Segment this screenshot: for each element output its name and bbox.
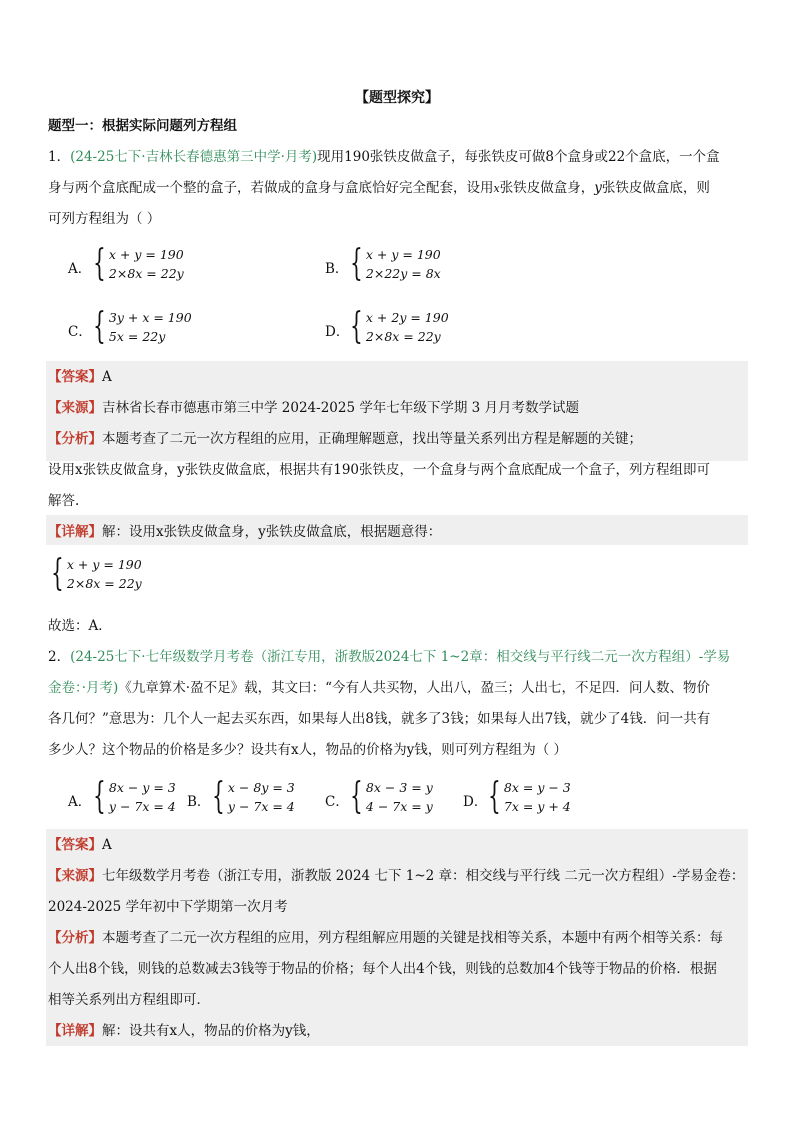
q2-stem-line2: 各几何？”意思为：几个人一起去买东西，如果每人出8钱，就多了3钱；如果每人出7钱，就少了4钱．问一共有 xyxy=(48,711,711,727)
detail-tag: 【详解】 xyxy=(48,524,102,540)
q2-source-text1: 七年级数学月考卷（浙江专用，浙教版 2024 七下 1~2 章：相交线与平行线 二元一次方程组）-学易金卷： xyxy=(102,868,745,884)
q1-c-eq2: 5x = 22y xyxy=(108,329,166,344)
q1-stem-line3: 可列方程组为（ ） xyxy=(48,211,161,227)
q2-option-c-label: C． xyxy=(325,794,349,810)
source-tag: 【来源】 xyxy=(48,868,102,884)
q1-source-line xyxy=(48,398,579,418)
q2-d-eq2: 7x = y + 4 xyxy=(503,799,571,814)
q1-detail-line1 xyxy=(48,522,441,542)
analysis-tag: 【分析】 xyxy=(48,930,102,946)
q2-c-eq1: 8x − 3 = y xyxy=(365,780,433,795)
q1-d-eq1: x + 2y = 190 xyxy=(365,310,449,325)
q2-d-eq1: 8x = y − 3 xyxy=(503,780,571,795)
q1-stem-line2 xyxy=(48,178,710,199)
q1-b-eq2: 2×22y = 8x xyxy=(365,266,441,281)
q1-detail-text1: 解：设用x张铁皮做盒身，y张铁皮做盒底，根据题意得： xyxy=(102,524,442,540)
q2-c-eq2: 4 − 7x = y xyxy=(365,799,433,814)
q1-b-eq1: x + y = 190 xyxy=(365,247,441,262)
q2-source2: 金卷：·月考) xyxy=(48,680,119,696)
q1-option-c-system xyxy=(88,308,192,346)
q1-stem-text1: 现用190张铁皮做盒子，每张铁皮可做8个盒身或22个盒底，一个盒 xyxy=(317,149,720,165)
q2-answer xyxy=(48,835,112,855)
q1-var-x: x xyxy=(493,182,500,195)
q2-detail-line1 xyxy=(48,1021,320,1041)
q2-stem-line1 xyxy=(48,678,710,698)
q1-analysis-line1 xyxy=(48,429,642,449)
q1-c-eq1: 3y + x = 190 xyxy=(108,310,192,325)
q1-answer-value: A xyxy=(102,369,112,385)
q1-stem-text2: 身与两个盒底配成一个整的盒子，若做成的盒身与盒底恰好完全配套，设用 xyxy=(48,180,494,196)
brace-icon: { xyxy=(212,776,225,817)
q2-stem-text1: 《九章算术·盈不足》载，其文曰：“今有人共买物，人出八，盈三；人出七，不足四．问人数、物价 xyxy=(118,680,711,696)
q1-stem-line1 xyxy=(48,147,720,167)
q2-option-a-label: A． xyxy=(68,794,92,810)
q2-source-line xyxy=(48,866,744,886)
type1-title: 题型一：根据实际问题列方程组 xyxy=(48,118,237,134)
brace-icon: { xyxy=(51,553,64,594)
q2-analysis-line1 xyxy=(48,928,723,948)
q1-option-a-label: A． xyxy=(68,261,92,277)
detail-tag: 【详解】 xyxy=(48,1023,102,1039)
q1-analysis-line3: 解答. xyxy=(48,493,80,509)
q1-stem-text2c: 张铁皮做盒底，则 xyxy=(601,180,710,196)
brace-icon: { xyxy=(93,776,106,817)
q2-b-eq2: y − 7x = 4 xyxy=(227,799,295,814)
q1-a-eq1: x + y = 190 xyxy=(108,247,184,262)
q1-source-text: 吉林省长春市德惠市第三中学 2024-2025 学年七年级下学期 3 月月考数学试题 xyxy=(102,400,580,416)
q2-source-line1 xyxy=(48,647,730,667)
q1-source: (24-25七下·吉林长春德惠第三中学·月考) xyxy=(70,149,318,165)
q1-var-y: y xyxy=(594,180,602,196)
q1-d-eq2: 2×8x = 22y xyxy=(365,329,441,344)
q1-option-c-label: C． xyxy=(68,324,92,340)
q1-option-b-system xyxy=(345,245,441,283)
q1-answer xyxy=(48,367,112,387)
q2-a-eq1: 8x − y = 3 xyxy=(108,780,176,795)
q1-choose: 故选：A． xyxy=(48,618,112,634)
q1-option-d-system xyxy=(345,308,449,346)
brace-icon: { xyxy=(488,776,501,817)
q2-option-d-system xyxy=(483,778,571,816)
q2-option-a-system xyxy=(88,778,176,816)
answer-tag: 【答案】 xyxy=(48,837,102,853)
answer-tag: 【答案】 xyxy=(48,369,102,385)
q1-analysis-line2: 设用x张铁皮做盒身，y张铁皮做盒底，根据共有190张铁皮，一个盒身与两个盒底配成一个盒子，列方程组即可 xyxy=(48,462,711,478)
q1-detail-system xyxy=(46,555,142,593)
q1-option-a-system xyxy=(88,245,184,283)
q1-stem-text2b: 张铁皮做盒身， xyxy=(499,180,595,196)
q2-option-b-label: B． xyxy=(187,794,211,810)
q2-answer-value: A xyxy=(102,837,112,853)
q2-analysis-text1: 本题考查了二元一次方程组的应用，列方程组解应用题的关键是找相等关系，本题中有两个相等关系：每 xyxy=(102,930,723,946)
q1-detail-eq1: x + y = 190 xyxy=(66,557,142,572)
q1-detail-eq2: 2×8x = 22y xyxy=(66,576,142,591)
q2-source-line2: 2024-2025 学年初中下学期第一次月考 xyxy=(48,899,288,915)
q1-a-eq2: 2×8x = 22y xyxy=(108,266,184,281)
q1-option-d-label: D． xyxy=(325,324,350,340)
q2-a-eq2: y − 7x = 4 xyxy=(108,799,176,814)
brace-icon: { xyxy=(93,306,106,347)
section-title: 【题型探究】 xyxy=(355,90,439,106)
q1-analysis-text1: 本题考查了二元一次方程组的应用，正确理解题意，找出等量关系列出方程是解题的关键； xyxy=(102,431,642,447)
brace-icon: { xyxy=(350,243,363,284)
analysis-tag: 【分析】 xyxy=(48,431,102,447)
brace-icon: { xyxy=(350,306,363,347)
q2-stem-line3: 多少人？这个物品的价格是多少？设共有x人，物品的价格为y钱，则可列方程组为（ ） xyxy=(48,742,568,758)
brace-icon: { xyxy=(350,776,363,817)
q2-option-c-system xyxy=(345,778,433,816)
brace-icon: { xyxy=(93,243,106,284)
q2-source1: (24-25七下·七年级数学月考卷（浙江专用，浙教版2024七下 1~2章：相交线与平行线二元一次方程组）-学易 xyxy=(70,649,731,665)
q2-option-d-label: D． xyxy=(463,794,488,810)
q2-option-b-system xyxy=(207,778,295,816)
source-tag: 【来源】 xyxy=(48,400,102,416)
q2-analysis-line3: 相等关系列出方程组即可． xyxy=(48,992,210,1008)
q2-detail-text1: 解：设共有x人，物品的价格为y钱， xyxy=(102,1023,320,1039)
q2-b-eq1: x − 8y = 3 xyxy=(227,780,295,795)
q1-number: 1． xyxy=(48,149,71,165)
q1-option-b-label: B． xyxy=(325,261,349,277)
q2-analysis-line2: 个人出8个钱，则钱的总数减去3钱等于物品的价格；每个人出4个钱，则钱的总数加4个钱等于物品的价格．根据 xyxy=(48,961,717,977)
q2-number: 2． xyxy=(48,649,71,665)
